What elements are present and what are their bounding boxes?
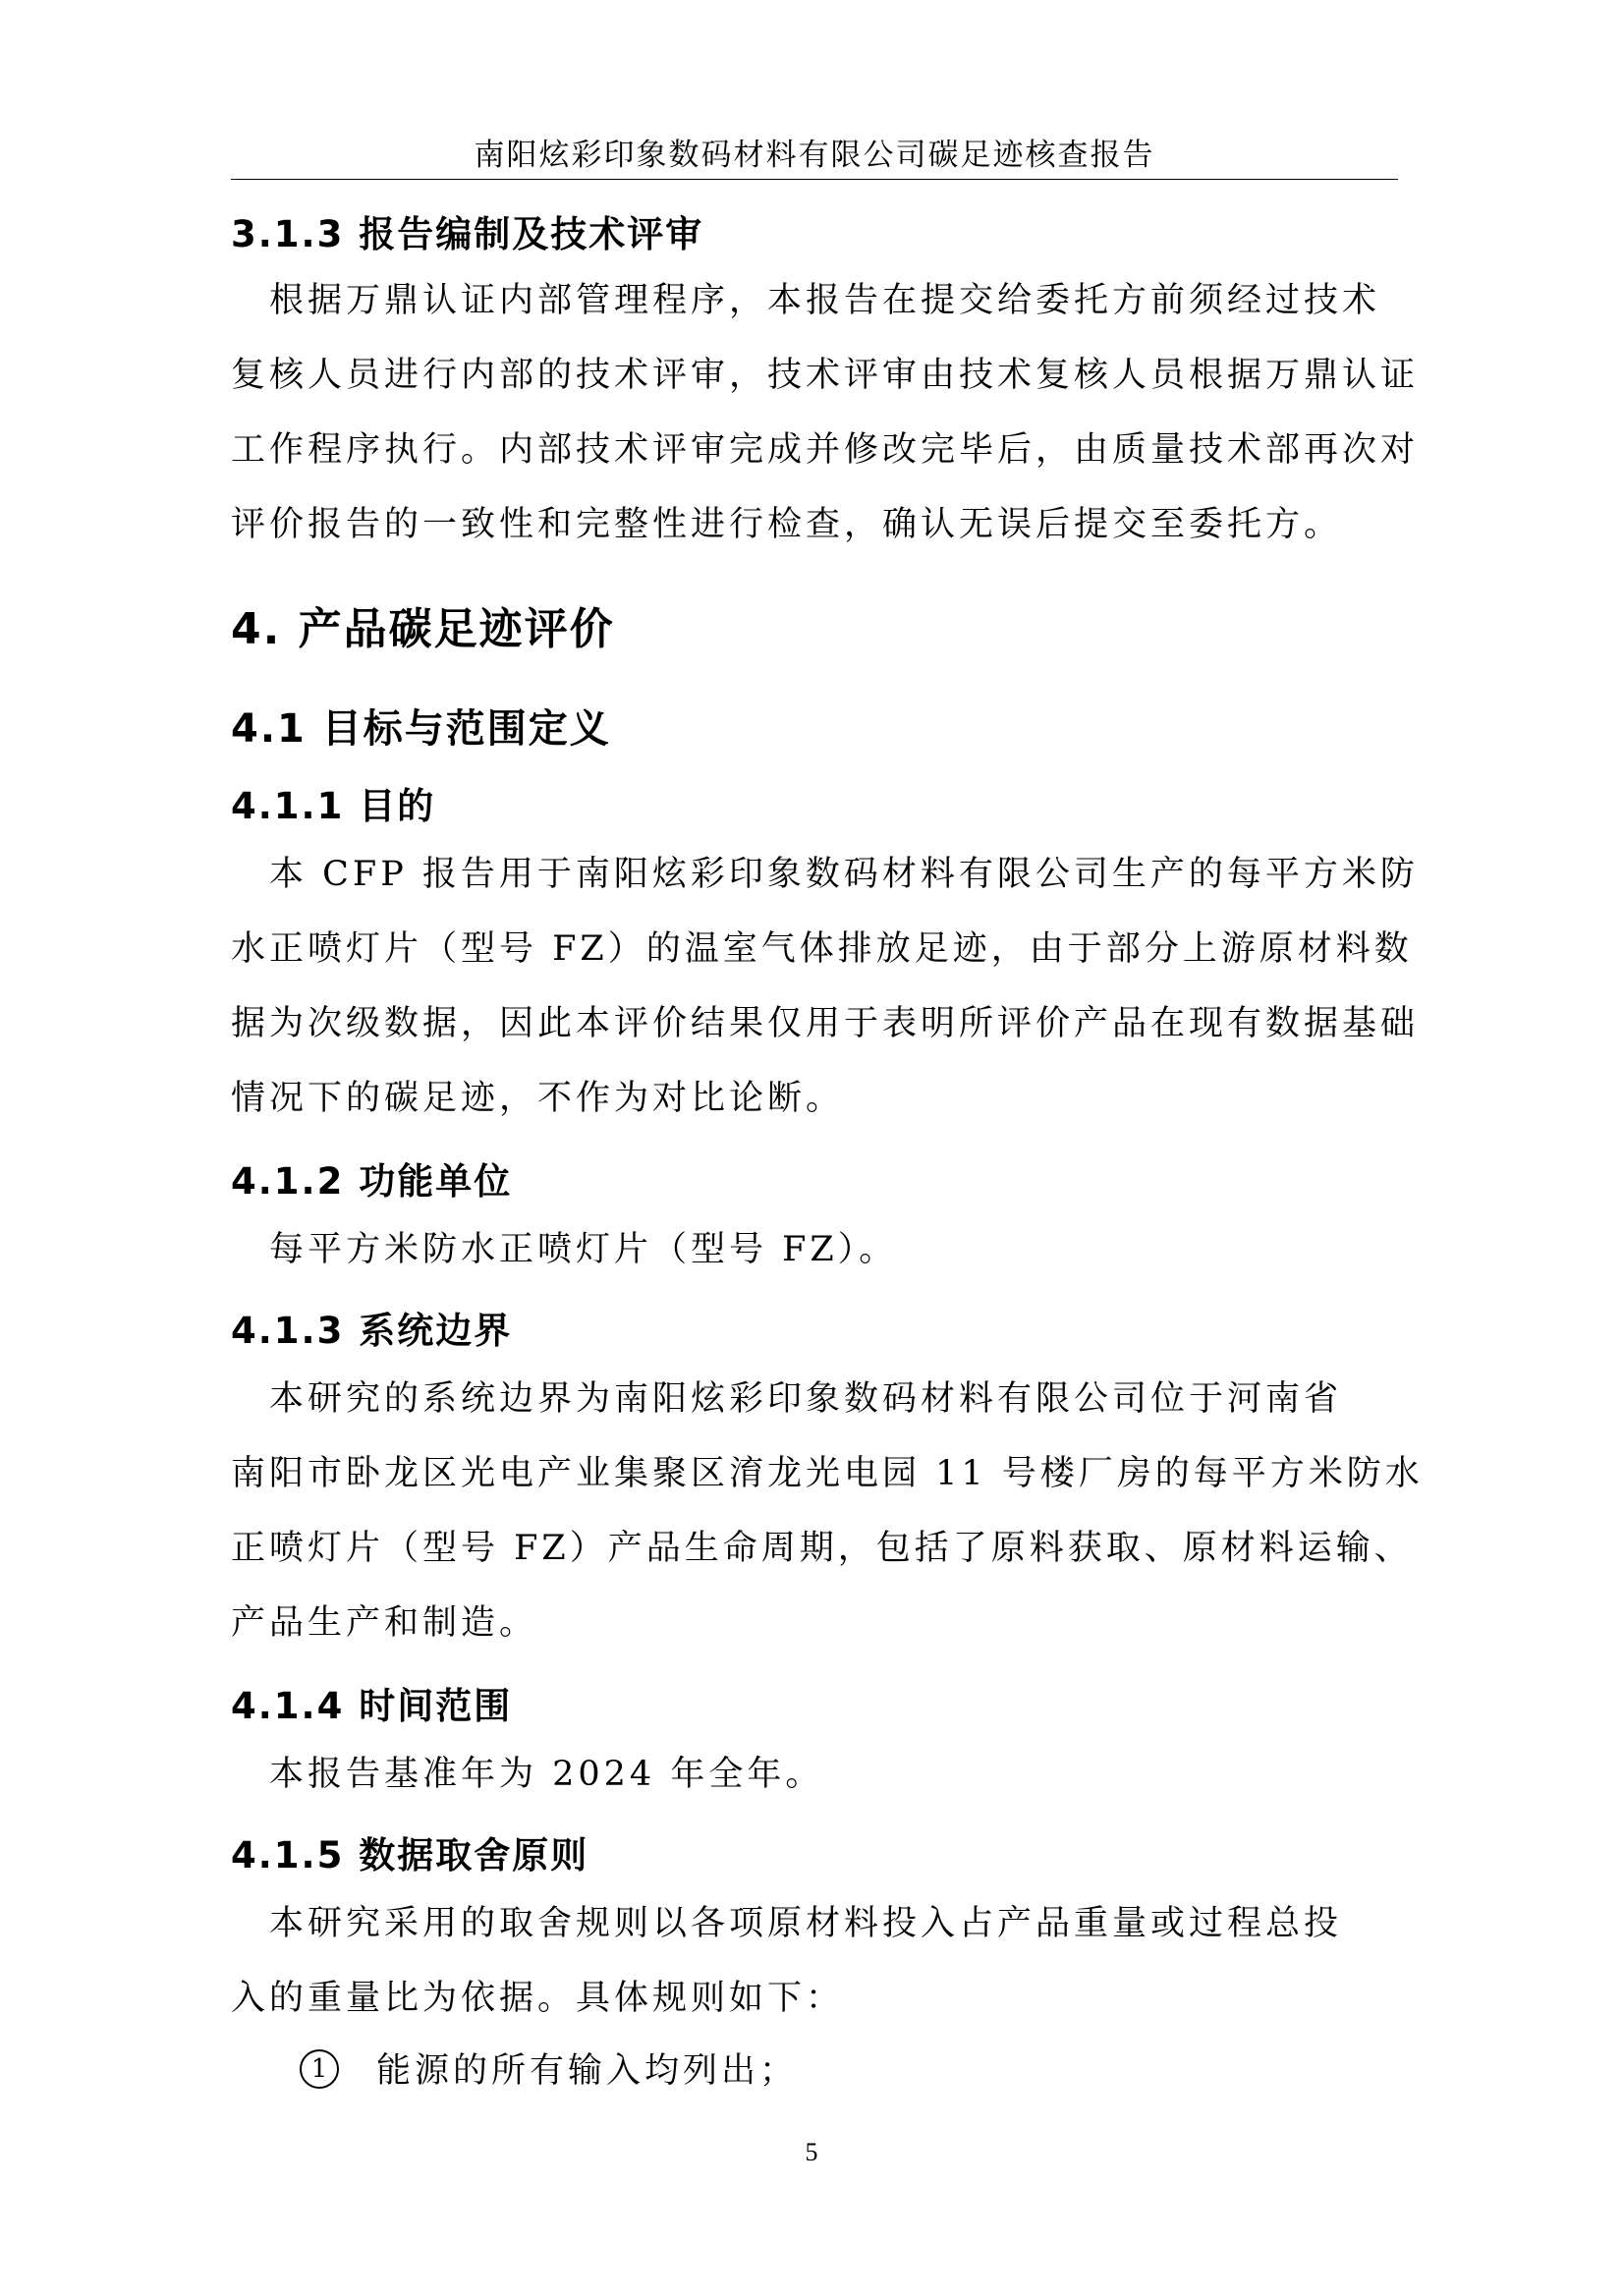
paragraph-line: 入的重量比为依据。具体规则如下： — [231, 1979, 845, 2018]
paragraph-line: 根据万鼎认证内部管理程序，本报告在提交给委托方前须经过技术 — [231, 281, 1381, 320]
paragraph-4-1-4 — [231, 1737, 1398, 1812]
heading-4-1-5: 4.1.5 数据取舍原则 — [231, 1834, 589, 1876]
paragraph-line: 本研究的系统边界为南阳炫彩印象数码材料有限公司位于河南省 — [231, 1379, 1343, 1419]
paragraph-line: 情况下的碳足迹，不作为对比论断。 — [231, 1079, 845, 1118]
heading-4-1-1: 4.1.1 目的 — [231, 785, 436, 827]
paragraph-line: 本研究采用的取舍规则以各项原材料投入占产品重量或过程总投 — [231, 1904, 1343, 1943]
header-rule — [231, 179, 1398, 180]
paragraph-line: 本 CFP 报告用于南阳炫彩印象数码材料有限公司生产的每平方米防 — [231, 855, 1419, 894]
paragraph-line: 据为次级数据，因此本评价结果仅用于表明所评价产品在现有数据基础 — [231, 1004, 1420, 1043]
heading-4-1-4: 4.1.4 时间范围 — [231, 1685, 513, 1727]
list-item — [300, 2044, 798, 2093]
paragraph-4-1-5 — [231, 1886, 1398, 2036]
heading-4-1: 4.1 目标与范围定义 — [231, 706, 611, 752]
heading-3-1-3: 3.1.3 报告编制及技术评审 — [231, 213, 704, 255]
heading-4-1-3: 4.1.3 系统边界 — [231, 1310, 513, 1352]
paragraph-line: 每平方米防水正喷灯片（型号 FZ）。 — [231, 1230, 898, 1269]
paragraph-4-1-1 — [231, 837, 1420, 1136]
paragraph-line: 本报告基准年为 2024 年全年。 — [231, 1755, 824, 1794]
circled-number-marker: 1 — [300, 2049, 339, 2089]
paragraph-4-1-2 — [231, 1212, 1398, 1287]
heading-4-1-2: 4.1.2 功能单位 — [231, 1160, 513, 1203]
page-number: 5 — [805, 2138, 818, 2166]
paragraph-line: 工作程序执行。内部技术评审完成并修改完毕后，由质量技术部再次对 — [231, 430, 1420, 470]
paragraph-line: 正喷灯片（型号 FZ）产品生命周期，包括了原料获取、原材料运输、 — [231, 1529, 1413, 1568]
page-header: 南阳炫彩印象数码材料有限公司碳足迹核查报告 — [474, 138, 1155, 173]
paragraph-4-1-3 — [231, 1362, 1424, 1660]
paragraph-3-1-3 — [231, 263, 1420, 562]
paragraph-line: 复核人员进行内部的技术评审，技术评审由技术复核人员根据万鼎认证 — [231, 356, 1420, 395]
paragraph-line: 评价报告的一致性和完整性进行检查，确认无误后提交至委托方。 — [231, 505, 1343, 544]
paragraph-line: 水正喷灯片（型号 FZ）的温室气体排放足迹，由于部分上游原材料数 — [231, 929, 1413, 969]
paragraph-line: 产品生产和制造。 — [231, 1603, 538, 1643]
heading-4: 4. 产品碳足迹评价 — [231, 604, 615, 654]
list-item-text: 能源的所有输入均列出； — [376, 2051, 799, 2091]
paragraph-line: 南阳市卧龙区光电产业集聚区淯龙光电园 11 号楼厂房的每平方米防水 — [231, 1454, 1424, 1493]
